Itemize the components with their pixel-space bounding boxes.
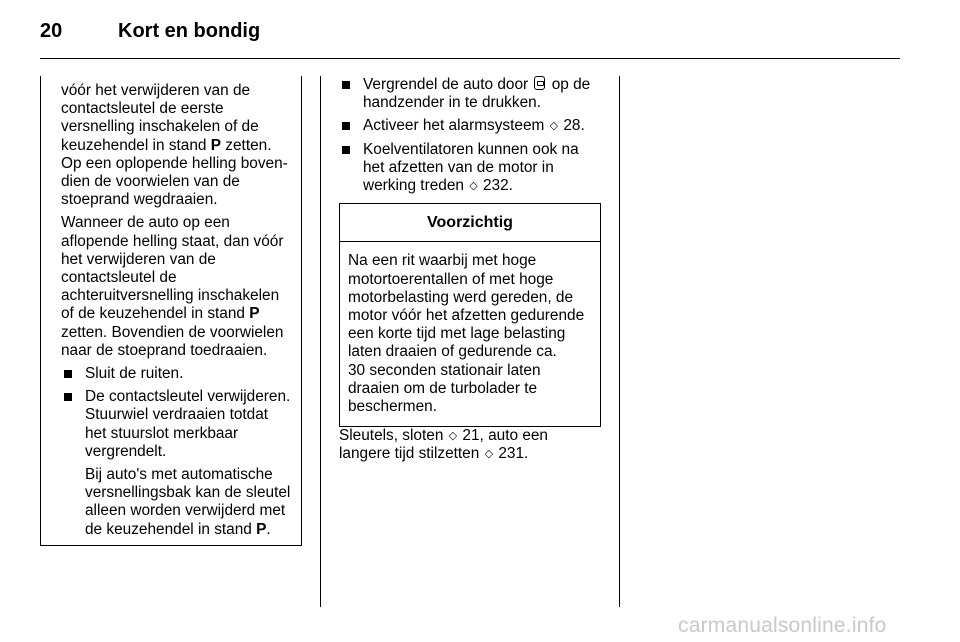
list-item-subparagraph: Bij auto's met automatische versnellingsbak kan de sleutel alleen worden verwijderd met de keuzehendel in stand P. [85, 466, 291, 538]
frame-paragraph-2: Wanneer de auto op een aflopende helling staat, dan vóór het verwijderen van de contactsleutel de achteruitversnelling inschakelen of de keuzehendel in stand P zetten. Bovendien de voorwielen naar de stoeprand toedraaien. [61, 214, 284, 359]
page-reference[interactable]: 232 [482, 177, 509, 195]
see-also-references: Sleutels, sloten ◇ 21, auto een langere tijd stilzetten ◇ 231. [339, 427, 548, 463]
bullet-square-icon [64, 393, 72, 401]
frame-paragraph-1: vóór het verwijderen van de contactsleutel de eerste versnelling inschakelen of de keuzehendel in stand P zetten. Op een oplopende helling boven- dien de voorwielen van de stoeprand wegdraaien. [61, 82, 288, 209]
section-title: Kort en bondig [118, 20, 261, 42]
list-item: Koelventilatoren kunnen ook na het afzetten van de motor in werking treden ◇ 232. [339, 141, 603, 196]
caution-body: Na een rit waarbij met hoge motortoerentallen of met hoge motorbelasting werd gereden, de motor vóór het afzetten gedurende een korte tijd met lage belasting laten draaien of gedurende ca. 30 seconden stationair laten draaien om de turbolader te beschermen. [348, 252, 585, 416]
middle-column [339, 76, 603, 464]
watermark: carmanualsonline.info [678, 614, 887, 637]
column-divider-2 [619, 76, 620, 607]
list-item: Vergrendel de auto door op de handzender in te drukken. [339, 76, 603, 112]
list-item: Activeer het alarmsysteem ◇ 28. [339, 117, 603, 135]
header-divider [40, 58, 900, 59]
page-reference-icon: ◇ [549, 120, 559, 133]
page-reference-icon: ◇ [448, 430, 458, 443]
key-lock-icon [534, 76, 545, 90]
page-reference[interactable]: 231 [498, 445, 525, 463]
page-reference-icon: ◇ [469, 180, 478, 193]
page-reference[interactable]: 21 [462, 427, 480, 445]
page-header [0, 0, 960, 62]
page-reference[interactable]: 28 [563, 117, 581, 135]
list-item: Sluit de ruiten. [61, 365, 291, 383]
page-number: 20 [40, 20, 63, 42]
list-item: De contactsleutel verwijderen. Stuurwiel verdraaien totdat het stuurslot merkbaar vergrendelt. Bij auto's met automatische versnellingsbak kan de sleutel alleen worden verwijderd met de keuzehendel in stand P. [61, 388, 291, 539]
bullet-square-icon [342, 81, 350, 89]
bullet-square-icon [342, 146, 350, 154]
continued-note-frame [40, 76, 302, 546]
page-reference-icon: ◇ [484, 448, 494, 461]
bullet-square-icon [64, 370, 72, 378]
caution-box [339, 203, 601, 427]
caution-title: Voorzichtig [340, 204, 600, 242]
left-column [40, 76, 302, 546]
bullet-square-icon [342, 122, 350, 130]
column-divider-1 [320, 76, 321, 607]
